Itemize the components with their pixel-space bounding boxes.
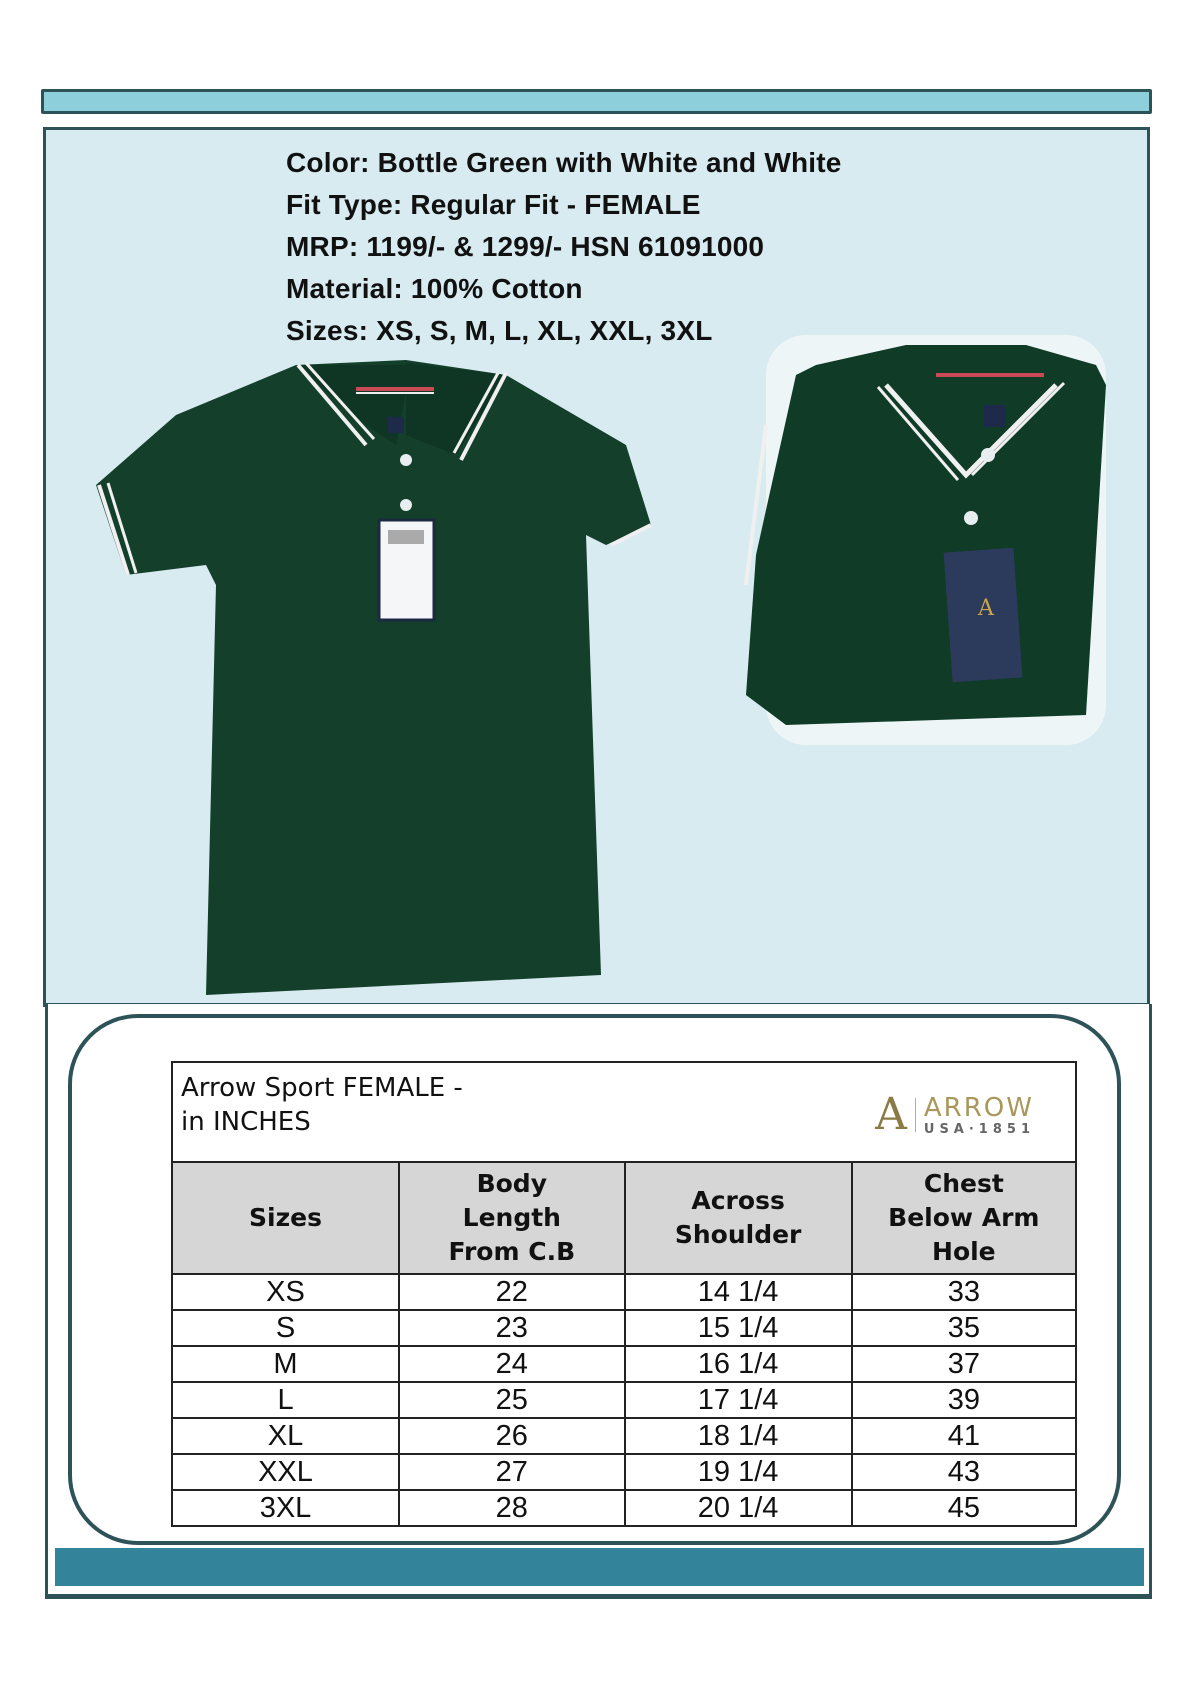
- body-length-cell: 25: [399, 1382, 625, 1418]
- size-chart-table: [171, 1061, 1077, 1527]
- chest-cell: 45: [852, 1490, 1076, 1526]
- table-row: [172, 1454, 1076, 1490]
- chest-cell: 33: [852, 1274, 1076, 1310]
- size-cell: 3XL: [172, 1490, 399, 1526]
- size-chart-header-row: [172, 1162, 1076, 1274]
- shoulder-cell: 20 1/4: [625, 1490, 852, 1526]
- column-header-across-shoulder: Across Shoulder: [625, 1162, 852, 1274]
- body-length-cell: 27: [399, 1454, 625, 1490]
- table-row: [172, 1418, 1076, 1454]
- spec-color: Color: Bottle Green with White and White: [286, 147, 842, 178]
- body-length-cell: 23: [399, 1310, 625, 1346]
- size-cell: XL: [172, 1418, 399, 1454]
- logo-sub-text: USA·1851: [923, 1121, 1035, 1137]
- svg-text:A: A: [978, 596, 994, 621]
- size-cell: L: [172, 1382, 399, 1418]
- size-chart-title-row: [172, 1062, 1076, 1162]
- table-row: [172, 1382, 1076, 1418]
- shoulder-cell: 18 1/4: [625, 1418, 852, 1454]
- column-header-body-length: Body Length From C.B: [399, 1162, 625, 1274]
- arrow-a-icon: A: [875, 1089, 907, 1140]
- product-panel: [43, 127, 1150, 1007]
- column-header-chest: Chest Below Arm Hole: [852, 1162, 1076, 1274]
- chest-cell: 39: [852, 1382, 1076, 1418]
- polo-folded-image: [726, 325, 1146, 755]
- arrow-logo: [875, 1089, 1035, 1140]
- chest-cell: 43: [852, 1454, 1076, 1490]
- spec-fit-type: Fit Type: Regular Fit - FEMALE: [286, 189, 701, 220]
- logo-brand-text: ARROW: [923, 1092, 1034, 1123]
- table-row: [172, 1490, 1076, 1526]
- body-length-cell: 28: [399, 1490, 625, 1526]
- header-bar: [41, 89, 1152, 114]
- size-chart-unit: in INCHES: [181, 1107, 311, 1137]
- size-cell: S: [172, 1310, 399, 1346]
- spec-sizes: Sizes: XS, S, M, L, XL, XXL, 3XL: [286, 315, 713, 346]
- product-specs: [286, 142, 842, 352]
- table-row: [172, 1310, 1076, 1346]
- body-length-cell: 26: [399, 1418, 625, 1454]
- chest-cell: 41: [852, 1418, 1076, 1454]
- shoulder-cell: 15 1/4: [625, 1310, 852, 1346]
- shoulder-cell: 16 1/4: [625, 1346, 852, 1382]
- footer-band: [55, 1548, 1144, 1586]
- size-chart-title: Arrow Sport FEMALE -: [181, 1073, 463, 1103]
- size-cell: XXL: [172, 1454, 399, 1490]
- table-row: [172, 1274, 1076, 1310]
- chest-cell: 37: [852, 1346, 1076, 1382]
- size-chart-section: [45, 1004, 1152, 1599]
- size-cell: M: [172, 1346, 399, 1382]
- polo-front-image: [66, 335, 666, 995]
- spec-material: Material: 100% Cotton: [286, 273, 583, 304]
- table-row: [172, 1346, 1076, 1382]
- column-header-sizes: Sizes: [172, 1162, 399, 1274]
- spec-mrp: MRP: 1199/- & 1299/- HSN 61091000: [286, 231, 765, 262]
- body-length-cell: 24: [399, 1346, 625, 1382]
- shoulder-cell: 17 1/4: [625, 1382, 852, 1418]
- body-length-cell: 22: [399, 1274, 625, 1310]
- shoulder-cell: 14 1/4: [625, 1274, 852, 1310]
- size-chart-frame: [68, 1014, 1121, 1545]
- shoulder-cell: 19 1/4: [625, 1454, 852, 1490]
- chest-cell: 35: [852, 1310, 1076, 1346]
- size-cell: XS: [172, 1274, 399, 1310]
